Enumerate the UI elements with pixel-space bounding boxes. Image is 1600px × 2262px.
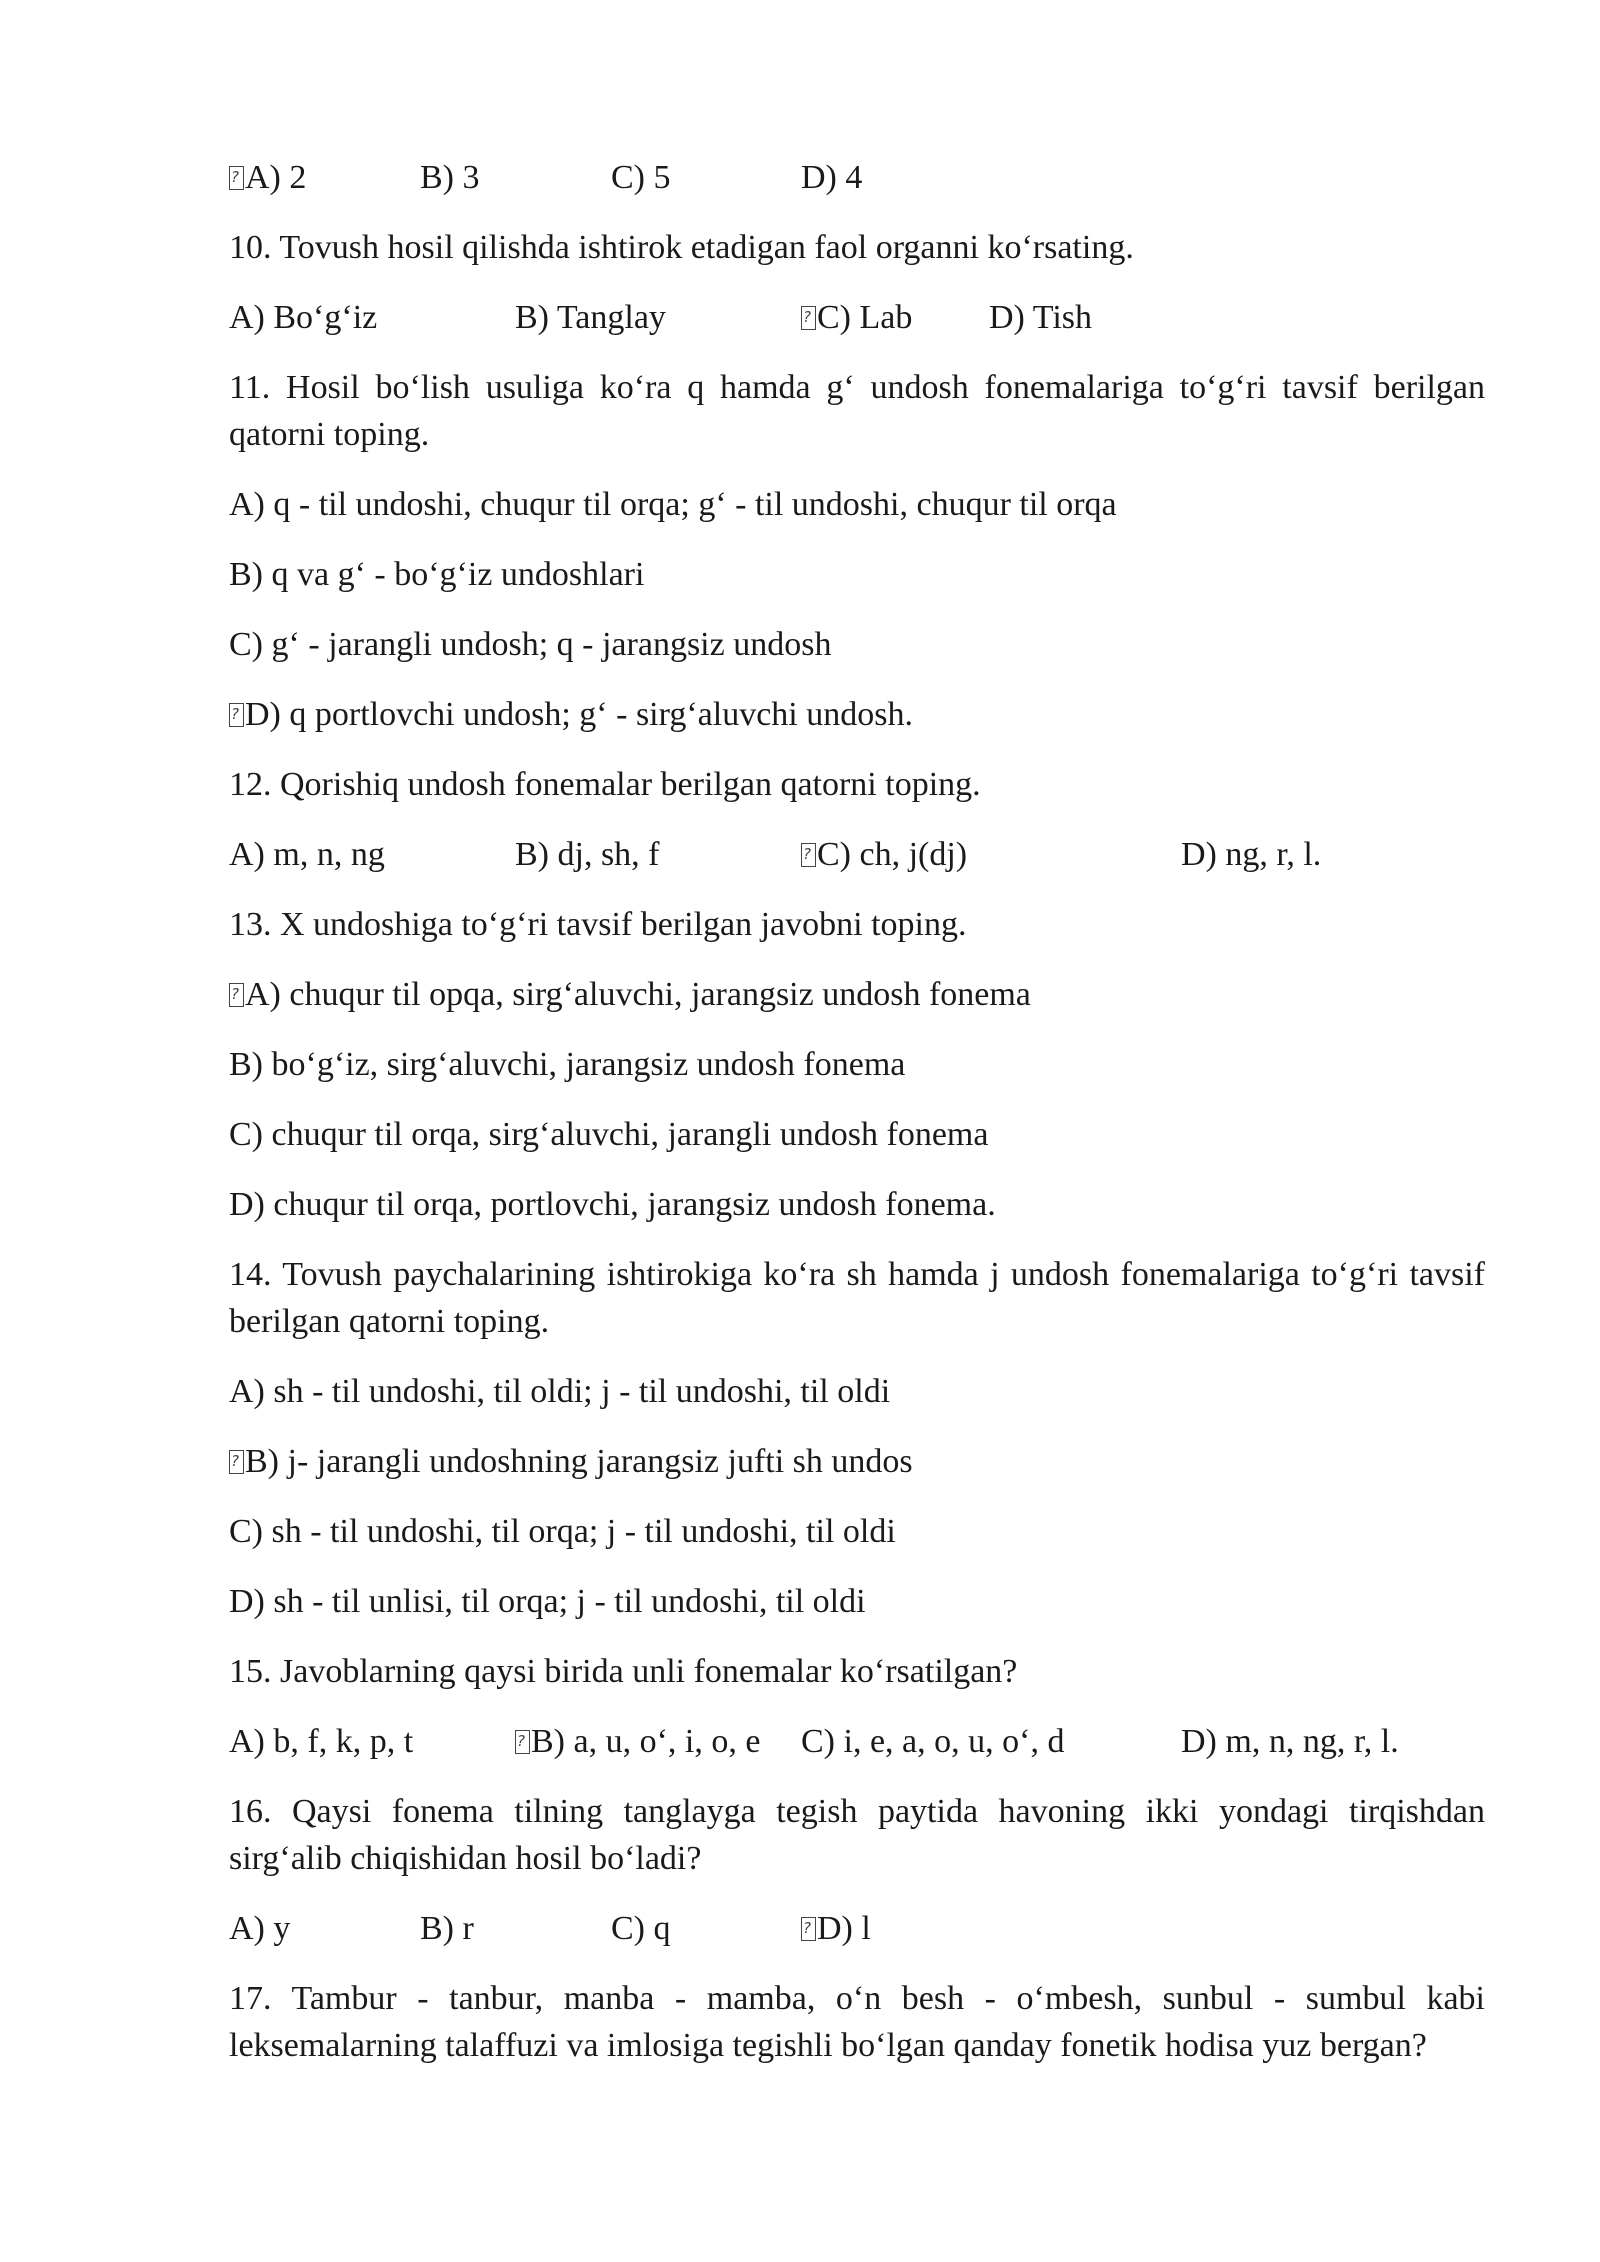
missing-glyph-box-icon [229,166,244,190]
q14-question: 14. Tovush paychalarining ishtirokiga koʻra sh hamda j undosh fonemalariga toʻgʻri tavsif berilgan qatorni toping. [229,1256,1485,1340]
q11-question: 11. Hosil boʻlish usuliga koʻra q hamda gʻ undosh fonemalariga toʻgʻri tavsif berilgan qatorni toping. [229,369,1485,453]
q16-option-c: C) q [611,1910,671,1947]
q10-option-b: B) Tanglay [515,299,666,336]
missing-glyph-box-icon [801,1917,816,1941]
q12-options [229,831,1485,878]
q16-option-b: B) r [420,1910,474,1947]
q10-question: 10. Tovush hosil qilishda ishtirok etadigan faol organni koʻrsating. [229,229,1134,266]
q14-option-d: D) sh - til unlisi, til orqa; j - til undoshi, til oldi [229,1583,866,1620]
q11-option-a: A) q - til undoshi, chuqur til orqa; gʻ - til undoshi, chuqur til orqa [229,486,1117,523]
q14-option-b: ?B) j- jarangli undoshning jarangsiz jufti sh undos [229,1438,1485,1485]
q11-option-d: ?D) q portlovchi undosh; gʻ - sirgʻaluvchi undosh. [229,691,1485,738]
q13-option-b: B) boʻgʻiz, sirgʻaluvchi, jarangsiz undosh fonema [229,1046,906,1083]
q9-option-b: B) 3 [420,159,480,196]
missing-glyph-box-icon [229,703,244,727]
q13-option-c: C) chuqur til orqa, sirgʻaluvchi, jarangli undosh fonema [229,1116,989,1153]
q9-option-a: ?A) 2 [229,154,306,201]
q12-option-b: B) dj, sh, f [515,836,660,873]
q10-option-d: D) Tish [989,299,1093,336]
q13-question: 13. X undoshiga toʻgʻri tavsif berilgan javobni toping. [229,906,967,943]
q16-option-a: A) y [229,1910,291,1947]
q9-option-c: C) 5 [611,159,671,196]
q17-question: 17. Tambur - tanbur, manba - mamba, oʻn besh - oʻmbesh, sunbul - sumbul kabi leksemalarning talaffuzi va imlosiga tegishli boʻlgan qanday fonetik hodisa yuz bergan? [229,1980,1485,2064]
q12-option-a: A) m, n, ng [229,836,385,873]
q9-option-d: D) 4 [801,159,863,196]
q10-option-c: ? C) Lab [801,294,912,341]
q11-option-b: B) q va gʻ - boʻgʻiz undoshlari [229,556,645,593]
missing-glyph-box-icon [801,306,816,330]
q16-options [229,1905,1485,1952]
q14-option-c: C) sh - til undoshi, til orqa; j - til undoshi, til oldi [229,1513,896,1550]
q13-option-d: D) chuqur til orqa, portlovchi, jarangsiz undosh fonema. [229,1186,996,1223]
q15-option-a: A) b, f, k, p, t [229,1723,414,1760]
q12-option-d: D) ng, r, l. [1181,836,1322,873]
q9-options [229,154,1485,201]
missing-glyph-box-icon [801,843,816,867]
q12-option-c: ? C) ch, j(dj) [801,831,967,878]
q15-options [229,1718,1485,1765]
missing-glyph-box-icon [229,983,244,1007]
q13-option-a: ?A) chuqur til opqa, sirgʻaluvchi, jarangsiz undosh fonema [229,971,1485,1018]
q15-option-c: C) i, e, a, o, u, oʻ, d [801,1723,1065,1760]
missing-glyph-box-icon [229,1450,244,1474]
q16-option-d: ? D) l [801,1905,871,1952]
q12-question: 12. Qorishiq undosh fonemalar berilgan qatorni toping. [229,766,981,803]
q15-option-d: D) m, n, ng, r, l. [1181,1723,1399,1760]
q15-option-b: ? B) a, u, oʻ, i, o, e [515,1718,760,1765]
document-page [229,150,1485,2069]
q14-option-a: A) sh - til undoshi, til oldi; j - til undoshi, til oldi [229,1373,891,1410]
missing-glyph-box-icon [515,1730,530,1754]
q10-option-a: A) Boʻgʻiz [229,299,378,336]
q16-question: 16. Qaysi fonema tilning tanglayga tegish paytida havoning ikki yondagi tirqishdan sirgʻalib chiqishidan hosil boʻladi? [229,1793,1485,1877]
q10-options [229,294,1485,341]
q11-option-c: C) gʻ - jarangli undosh; q - jarangsiz undosh [229,626,832,663]
q15-question: 15. Javoblarning qaysi birida unli fonemalar koʻrsatilgan? [229,1653,1018,1690]
